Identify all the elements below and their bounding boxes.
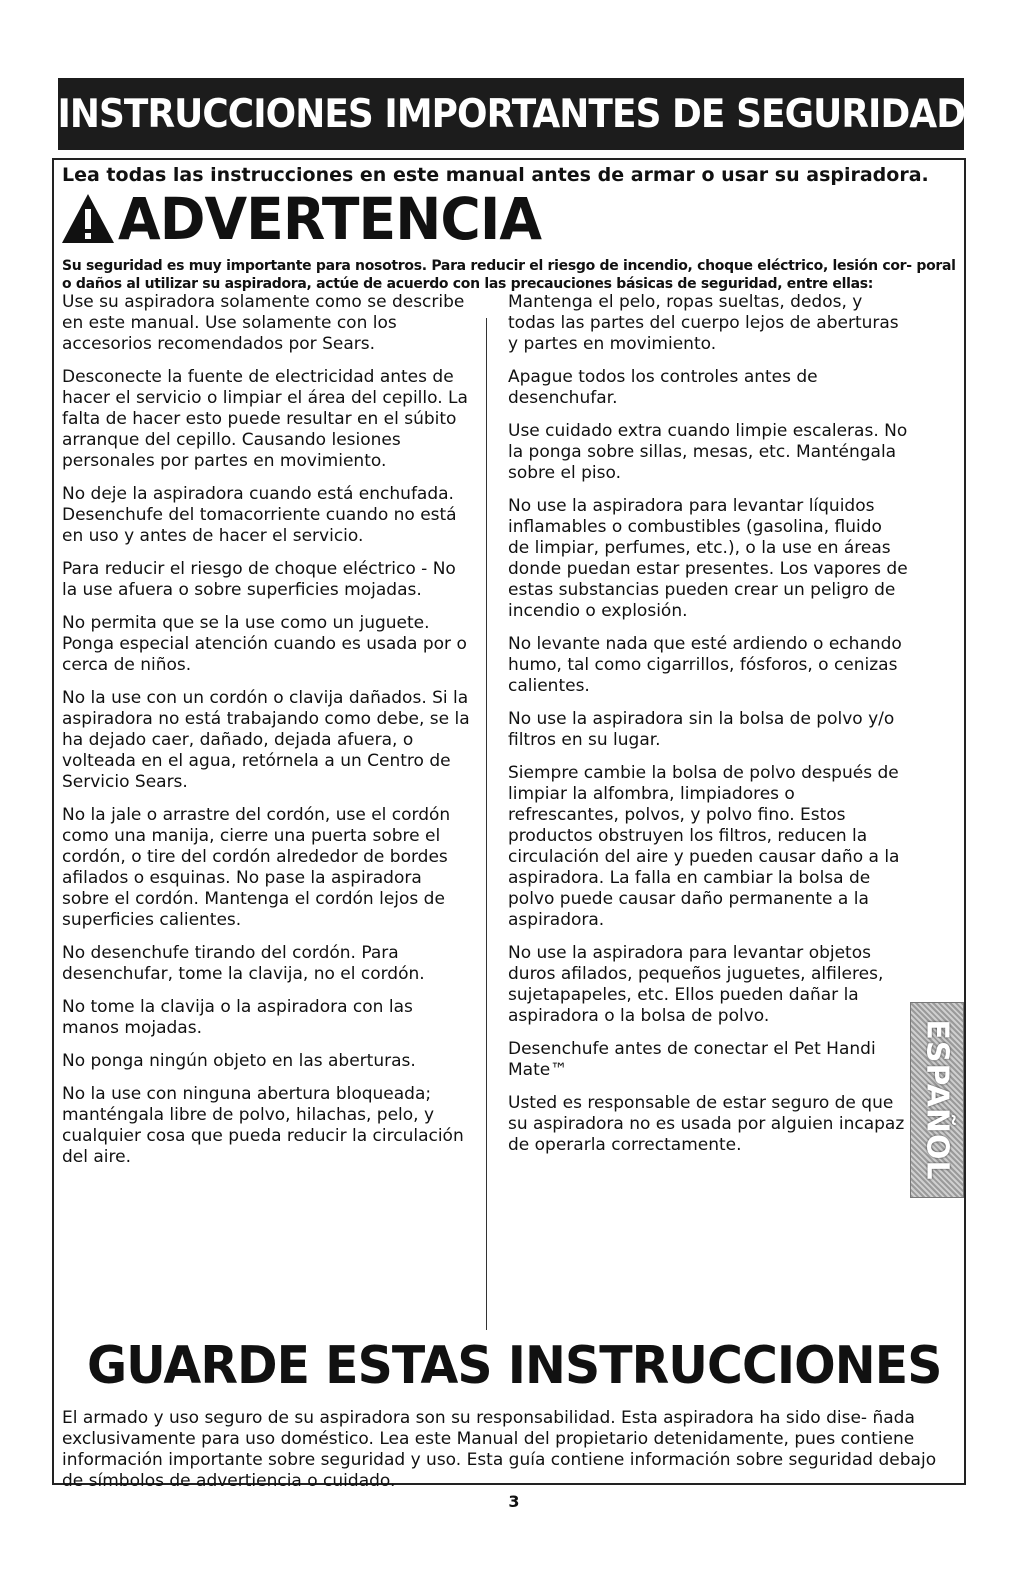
list-item: Apague todos los controles antes de desenchufar. [508, 367, 818, 408]
list-item: Desenchufe antes de conectar el Pet Handi Mate™ [508, 1039, 876, 1080]
list-item: No tome la clavija o la aspiradora con las manos mojadas. [62, 997, 413, 1038]
list-item: No desenchufe tirando del cordón. Para desenchufar, tome la clavija, no el cordón. [62, 943, 425, 984]
column-divider [486, 318, 487, 1330]
language-tab-label: ESPAÑOL [919, 1019, 955, 1181]
list-item: Use cuidado extra cuando limpie escaleras. No la ponga sobre sillas, mesas, etc. Manténgala sobre el piso. [508, 421, 908, 483]
warning-triangle-icon [60, 191, 116, 247]
list-item: No la jale o arrastre del cordón, use el cordón como una manija, cierre una puerta sobre el cordón, o tire del cordón alrededor de bordes afilados o esquinas. No pase la aspiradora sobre el cordón. Mantenga el cordón lejos de superficies calientes. [62, 805, 451, 930]
list-item: Usted es responsable de estar seguro de que su aspiradora no es usada por alguien incapaz de operarla correctamente. [508, 1093, 905, 1155]
list-item: No permita que se la use como un juguete. Ponga especial atención cuando es usada por o cerca de niños. [62, 613, 467, 675]
warning-text: Su seguridad es muy importante para nosotros. Para reducir el riesgo de incendio, choque eléctrico, lesión cor- poral o daños al utilizar su aspiradora, actúe de acuerdo con las precauciones básicas de seguridad, entre ellas: [62, 258, 956, 292]
list-item: Para reducir el riesgo de choque eléctrico - No la use afuera o sobre superficies mojadas. [62, 559, 456, 600]
footer-text: El armado y uso seguro de su aspiradora son su responsabilidad. Esta aspiradora ha sido dise- ñada exclusivamente para uso doméstico. Lea este Manual del propietario detenidamente, pues contiene información importante sobre seguridad y uso. Esta guía contiene información sobre seguridad debajo de símbolos de advertiencia o cuidado. [62, 1408, 937, 1491]
list-item: No use la aspiradora para levantar objetos duros afilados, pequeños juguetes, alfileres, sujetapapeles, etc. Ellos pueden dañar la aspiradora o la bolsa de polvo. [508, 943, 884, 1026]
list-item: No levante nada que esté ardiendo o echando humo, tal como cigarrillos, fósforos, o cenizas calientes. [508, 634, 902, 696]
list-item: No use la aspiradora sin la bolsa de polvo y/o filtros en su lugar. [508, 709, 895, 750]
page-title: INSTRUCCIONES IMPORTANTES DE SEGURIDAD [57, 91, 965, 137]
list-item: No use la aspiradora para levantar líquidos inflamables o combustibles (gasolina, fluido de limpiar, perfumes, etc.), o la use en áreas donde puedan estar presentes. Los vapores de estas substancias pueden crear un peligro de incendio o explosión. [508, 496, 908, 621]
warning-word: ADVERTENCIA [118, 185, 542, 253]
list-item: Desconecte la fuente de electricidad antes de hacer el servicio o limpiar el área del cepillo. La falta de hacer esto puede resultar en el súbito arranque del cepillo. Causando lesiones personales por partes en movimiento. [62, 367, 468, 471]
list-item: No la use con un cordón o clavija dañados. Si la aspiradora no está trabajando como debe, se la ha dejado caer, dañado, dejada afuera, o volteada en el agua, retórnela a un Centro de Servicio Sears. [62, 688, 470, 792]
warning-heading [60, 184, 563, 254]
left-column [62, 292, 472, 1180]
list-item: Siempre cambie la bolsa de polvo después de limpiar la alfombra, limpiadores o refrescantes, polvos, y polvo fino. Estos productos obstruyen los filtros, reducen la circulación del aire y pueden causar daño a la aspiradora. La falla en cambiar la bolsa de polvo puede causar daño permanente a la aspiradora. [508, 763, 900, 930]
right-column [508, 292, 908, 1168]
intro-text: Lea todas las instrucciones en este manual antes de armar o usar su aspiradora. [62, 164, 929, 186]
list-item: Mantenga el pelo, ropas sueltas, dedos, y todas las partes del cuerpo lejos de aberturas y partes en movimiento. [508, 292, 899, 354]
list-item: No deje la aspiradora cuando está enchufada. Desenchufe del tomacorriente cuando no está en uso y antes de hacer el servicio. [62, 484, 457, 546]
page-number: 3 [508, 1492, 520, 1511]
list-item: Use su aspiradora solamente como se describe en este manual. Use solamente con los accesorios recomendados por Sears. [62, 292, 465, 354]
language-tab [910, 1002, 964, 1198]
list-item: No ponga ningún objeto en las aberturas. [62, 1051, 416, 1071]
title-banner [58, 78, 964, 150]
save-instructions-heading: GUARDE ESTAS INSTRUCCIONES [87, 1336, 942, 1396]
list-item: No la use con ninguna abertura bloqueada; manténgala libre de polvo, hilachas, pelo, y cualquier cosa que pueda reducir la circulación del aire. [62, 1084, 464, 1167]
